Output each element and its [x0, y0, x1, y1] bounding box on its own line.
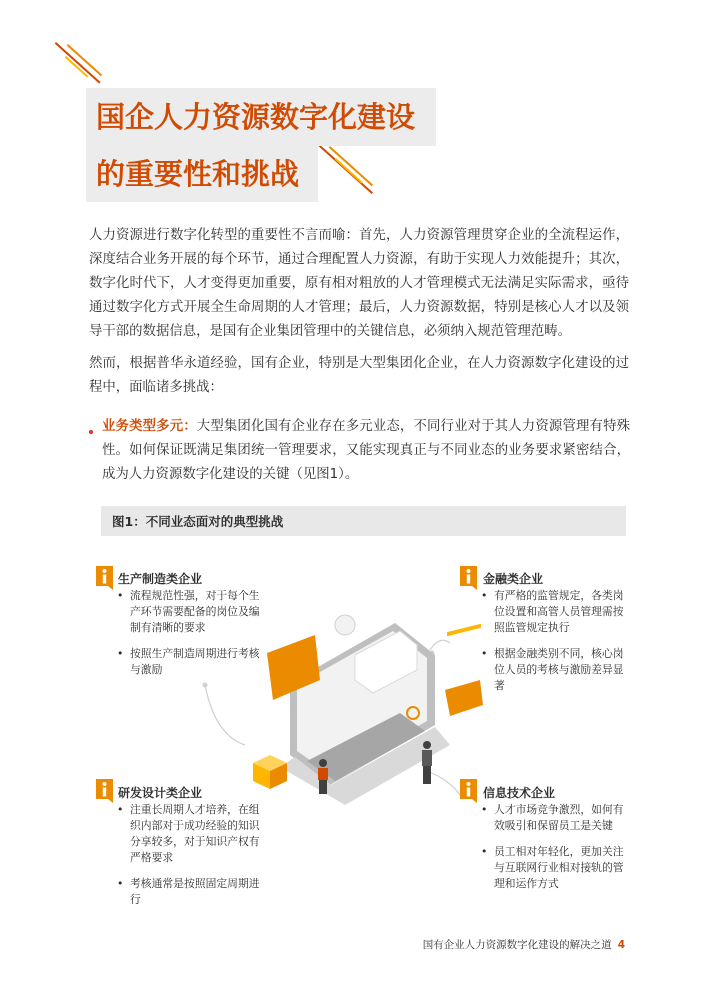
challenge-paragraph: 然而，根据普华永道经验，国有企业，特别是大型集团化企业，在人力资源数字化建设的过程中，面临诸多挑战：	[89, 356, 629, 395]
rnd-list	[116, 802, 266, 918]
person-head	[423, 741, 431, 749]
list-item: • 注重长周期人才培养，在组织内部对于成功经验的知识分享较多，对于知识产权有严格要求	[116, 802, 266, 866]
person-body	[318, 768, 328, 780]
list-item: • 根据金融类别不同，核心岗位人员的考核与激励差异显著	[480, 646, 630, 694]
finance-title: 金融类企业	[483, 572, 544, 586]
list-item: • 按照生产制造周期进行考核与激励	[116, 646, 266, 678]
globe-icon	[335, 615, 355, 635]
bullet-marker	[89, 430, 93, 434]
person-legs	[423, 766, 431, 784]
finance-list	[480, 588, 630, 704]
it-title: 信息技术企业	[483, 786, 556, 800]
bullet-text: 大型集团化国有企业存在多元业态，不同行业对于其人力资源管理有特殊性。如何保证既满足集团统一管理要求，又能实现真正与不同业态的业务要求紧密结合，成为人力资源数字化建设的关键（见图1）。	[102, 419, 630, 482]
page-title-line1: 国企人力资源数字化建设	[86, 88, 436, 146]
intro-paragraph: 人力资源进行数字化转型的重要性不言而喻：首先，人力资源管理贯穿企业的全流程运作，深度结合业务开展的每个环节，通过合理配置人力资源，有助于实现人力效能提升；其次，数字化时代下，人才变得更加重要，原有相对粗放的人才管理模式无法满足实际需求，亟待通过数字化方式开展全生命周期的人才管理；最后，人力资源数据，特别是核心人才以及领导干部的数据信息，是国有企业集团管理中的关键信息，必须纳入规范管理范畴。	[89, 228, 629, 339]
list-item: • 有严格的监管规定，各类岗位设置和高管人员管理需按照监管规定执行	[480, 588, 630, 636]
figure-caption: 图1：不同业态面对的典型挑战	[101, 506, 626, 536]
info-icon	[458, 566, 479, 590]
list-item: • 流程规范性强，对于每个生产环节需要配备的岗位及编制有清晰的要求	[116, 588, 266, 636]
bullet-item	[102, 415, 630, 487]
card-stripe	[447, 624, 481, 636]
person-body	[422, 750, 432, 766]
connector-line	[205, 685, 245, 745]
bullet-title: 业务类型多元：	[102, 419, 197, 434]
it-list	[480, 802, 630, 902]
card-line	[279, 628, 301, 639]
manufacturing-title: 生产制造类企业	[118, 572, 203, 586]
footer-text: 国有企业人力资源数字化建设的解决之道	[422, 939, 612, 951]
person-legs	[319, 780, 327, 794]
list-item: • 考核通常是按照固定周期进行	[116, 876, 266, 908]
card-line	[279, 616, 307, 629]
list-item: • 员工相对年轻化，更加关注与互联网行业相对接轨的管理和运作方式	[480, 844, 630, 892]
connector-dot	[203, 683, 208, 688]
credit-card	[445, 680, 483, 716]
page-number: 4	[617, 939, 625, 951]
connector-line	[430, 640, 450, 650]
info-icon	[94, 566, 115, 590]
rnd-title: 研发设计类企业	[118, 786, 203, 800]
info-icon	[94, 779, 115, 803]
person-head	[319, 759, 327, 767]
page-footer	[380, 937, 625, 952]
page-title-line2: 的重要性和挑战	[86, 146, 318, 202]
list-item: • 人才市场竞争激烈，如何有效吸引和保留员工是关键	[480, 802, 630, 834]
laptop-illustration	[195, 595, 485, 810]
